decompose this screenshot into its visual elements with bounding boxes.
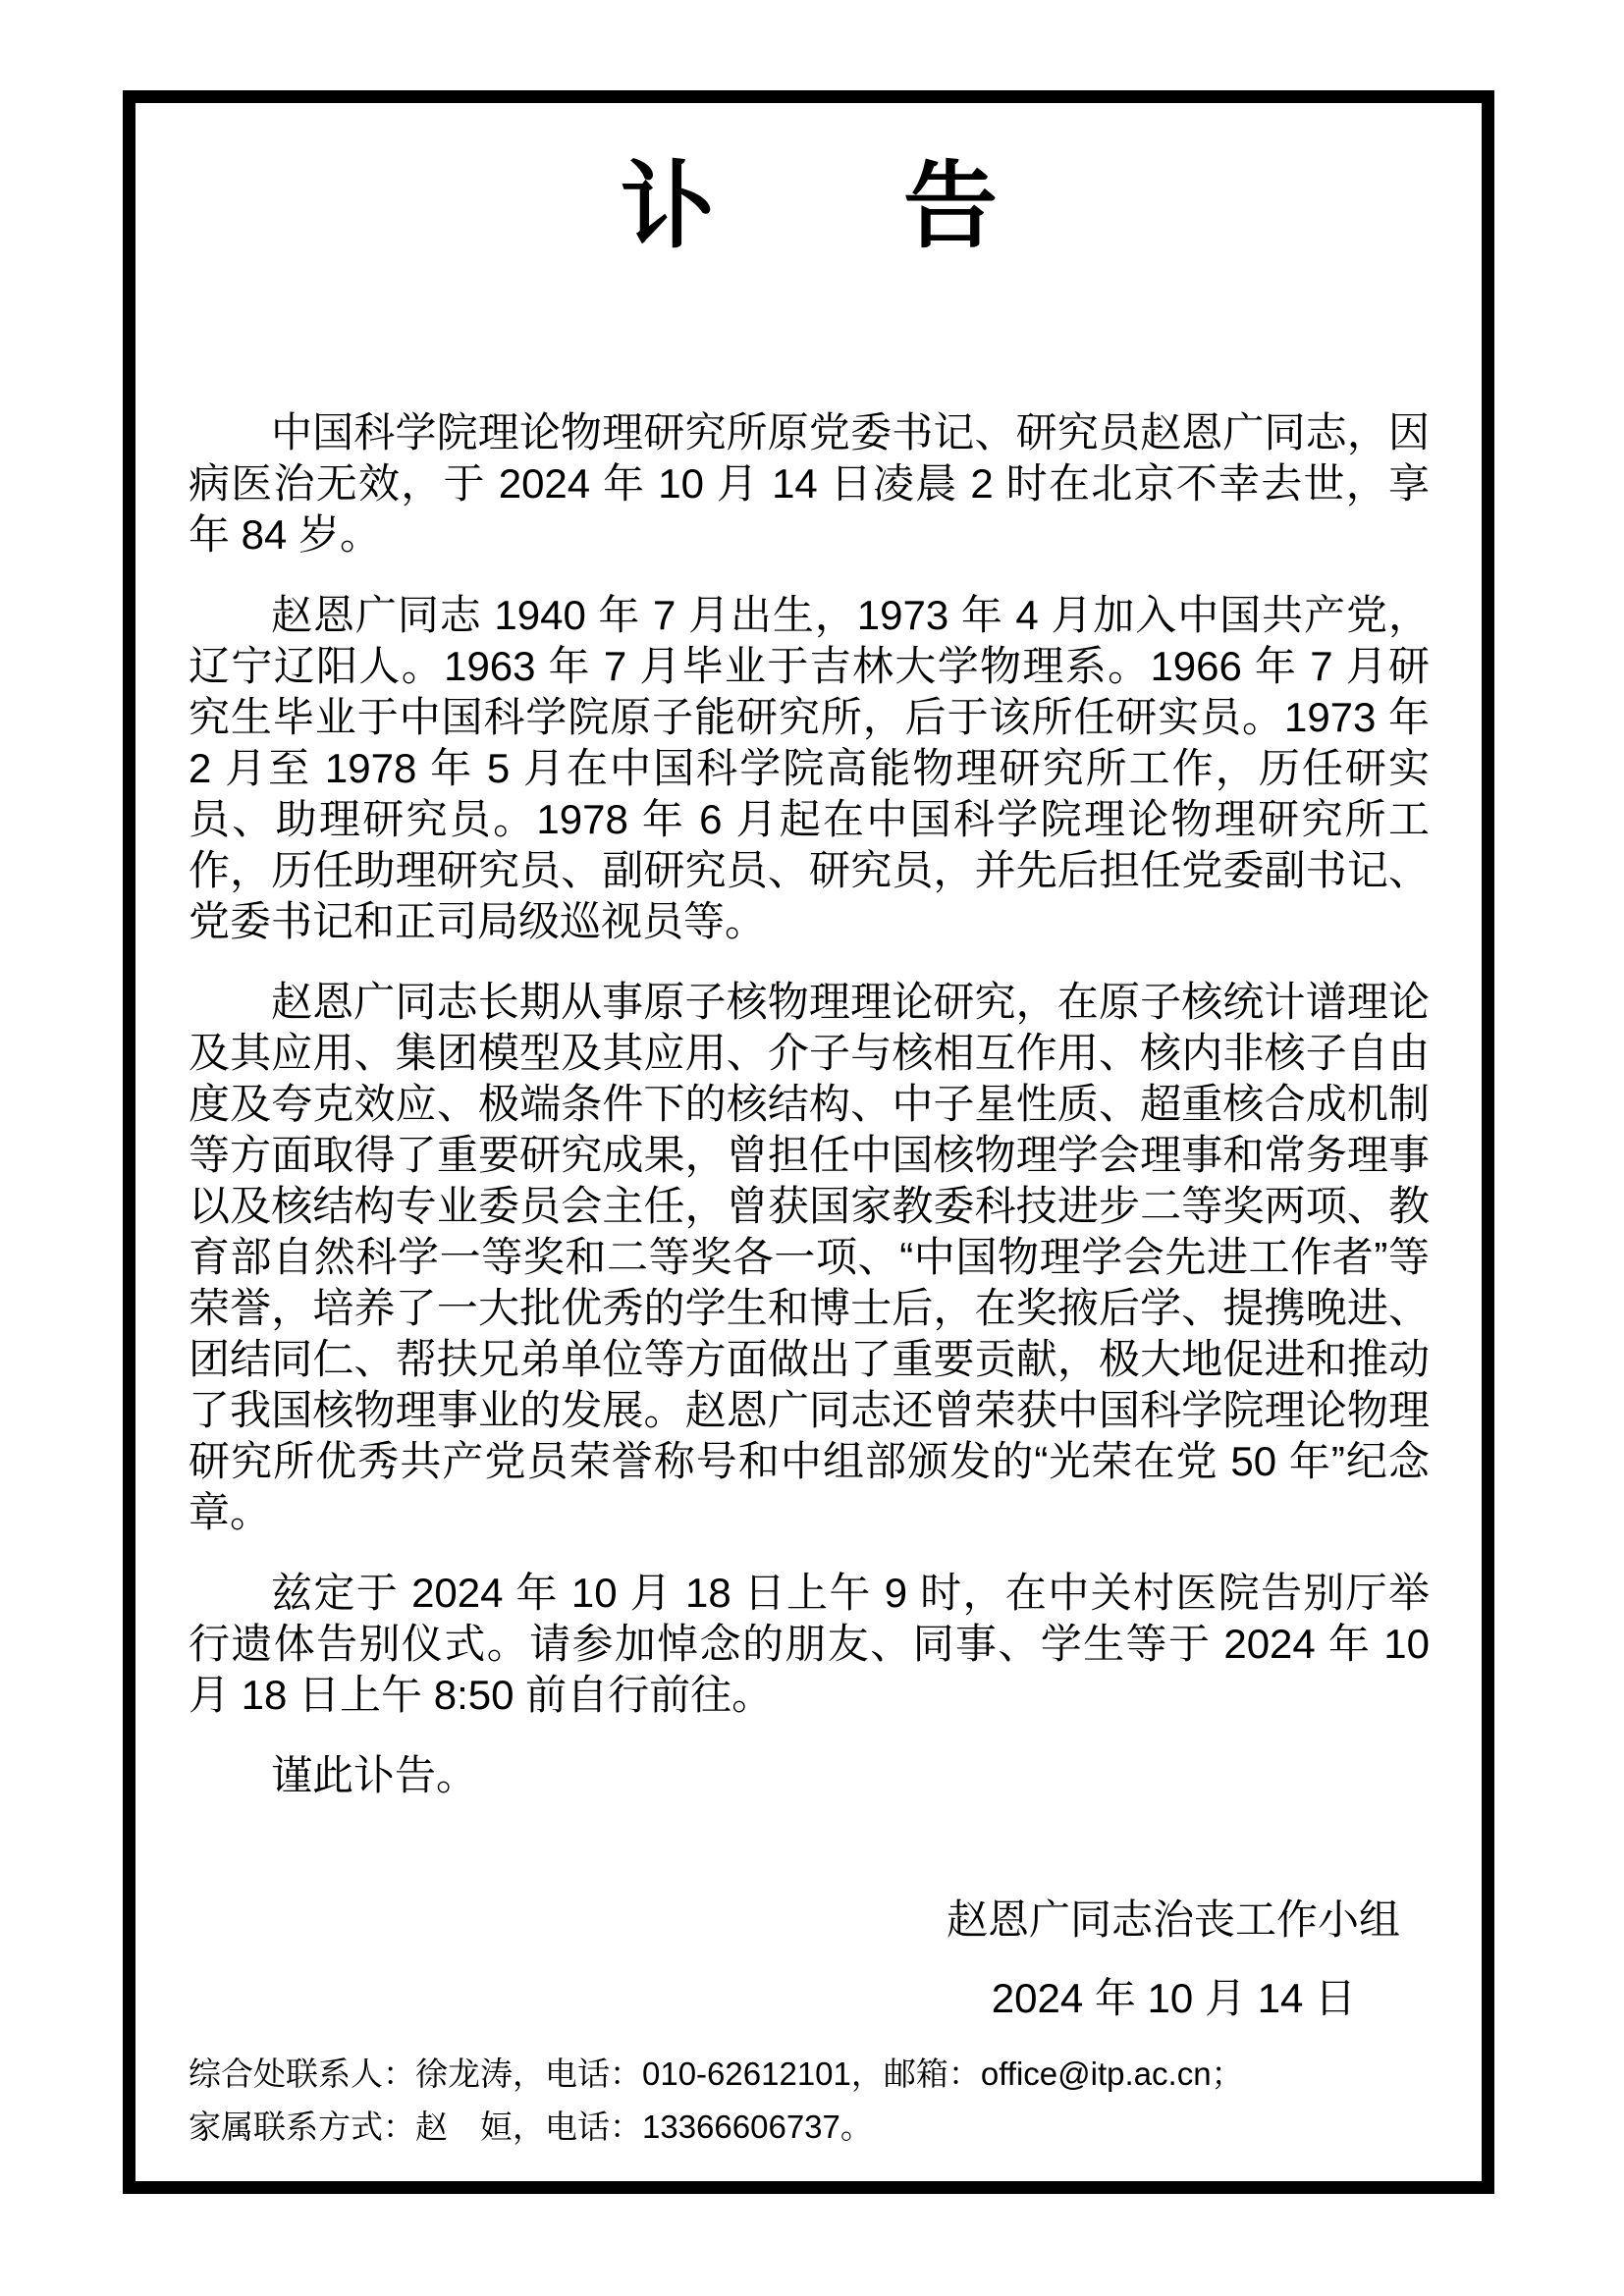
notice-body (189, 407, 1430, 1801)
body-paragraph-memorial-arrangement: 兹定于 2024 年 10 月 18 日上午 9 时，在中关村医院告别厅举行遗体告别仪式。请参加悼念的朋友、同事、学生等于 2024 年 10 月 18 日上午 8:50 前自行前往。 (189, 1569, 1430, 1718)
body-paragraph-closing: 谨此讣告。 (271, 1751, 478, 1798)
body-paragraph-achievements: 赵恩广同志长期从事原子核物理理论研究，在原子核统计谱理论及其应用、集团模型及其应用、介子与核相互作用、核内非核子自由度及夸克效应、极端条件下的核结构、中子星性质、超重核合成机制等方面取得了重要研究成果，曾担任中国核物理学会理事和常务理事以及核结构专业委员会主任，曾获国家教委科技进步二等奖两项、教育部自然科学一等奖和二等奖各一项、“中国物理学会先进工作者”等荣誉，培养了一大批优秀的学生和博士后，在奖掖后学、提携晚进、团结同仁、帮扶兄弟单位等方面做出了重要贡献，极大地促进和推动了我国核物理事业的发展。赵恩广同志还曾荣获中国科学院理论物理研究所优秀共产党员荣誉称号和中组部颁发的“光荣在党 50 年”纪念章。 (189, 978, 1430, 1535)
contact-line-office: 综合处联系人：徐龙涛，电话：010-62612101，邮箱：office@itp.ac.cn； (189, 2055, 1244, 2092)
contact-line-family: 家属联系方式：赵 姮，电话：13366606737。 (189, 2108, 873, 2145)
signature-working-group: 赵恩广同志治丧工作小组 (946, 1896, 1400, 1943)
page-title: 讣 告 (621, 154, 998, 259)
body-paragraph-biography: 赵恩广同志 1940 年 7 月出生，1973 年 4 月加入中国共产党，辽宁辽阳人。1963 年 7 月毕业于吉林大学物理系。1966 年 7 月研究生毕业于中国科学院原子能研究所，后于该所任研实员。1973 年 2 月至 1978 年 5 月在中国科学院高能物理研究所工作，历任研实员、助理研究员。1978 年 6 月起在中国科学院理论物理研究所工作，历任助理研究员、副研究员、研究员，并先后担任党委副书记、党委书记和正司局级巡视员等。 (189, 591, 1430, 944)
body-paragraph-death-announcement: 中国科学院理论物理研究所原党委书记、研究员赵恩广同志，因病医治无效，于 2024 年 10 月 14 日凌晨 2 时在北京不幸去世，享年 84 岁。 (189, 408, 1430, 558)
document-content (135, 154, 1482, 2154)
notice-date: 2024 年 10 月 14 日 (991, 1974, 1356, 2021)
document-border-frame (123, 90, 1494, 2194)
contact-section (189, 2048, 1430, 2154)
